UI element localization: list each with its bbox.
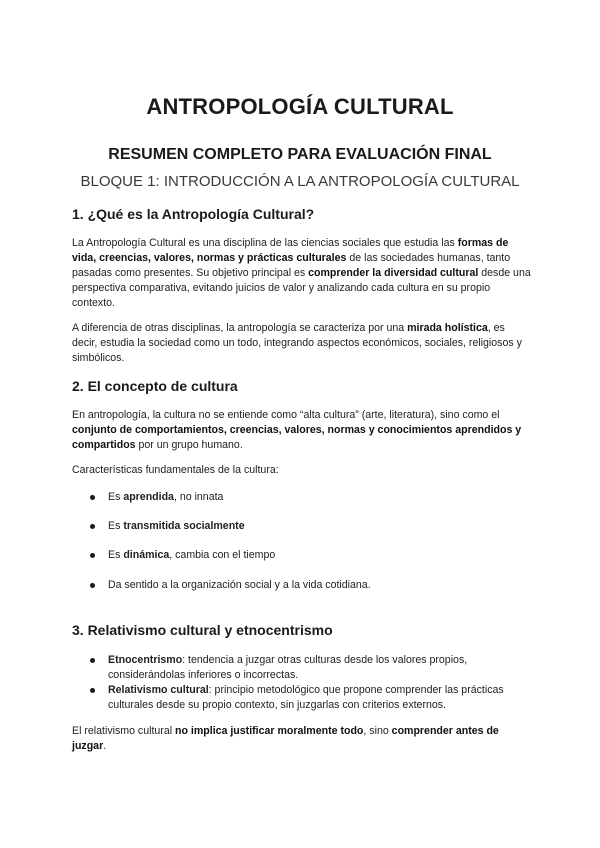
- text-run: , es decir, estudia la sociedad como un todo, integrando aspectos económicos, sociales, religiosos y simbólicos.: [72, 322, 522, 364]
- text-run: .: [103, 740, 107, 752]
- bullet-icon: [90, 495, 95, 500]
- bold-run: formas de vida, creencias, valores, normas y prácticas culturales: [72, 237, 509, 264]
- text-run: de las sociedades humanas, tanto pasadas como presentes. Su objetivo principal es: [72, 252, 511, 279]
- bold-run: no implica justificar moralmente todo: [175, 725, 364, 737]
- section-2-intro: Características fundamentales de la cultura:: [72, 464, 279, 476]
- bullet-icon: [90, 658, 95, 663]
- text-run: por un grupo humano.: [135, 439, 243, 451]
- text-run: La Antropología Cultural es una disciplina de las ciencias sociales que estudia las: [72, 237, 458, 249]
- text-run: , sino: [363, 725, 392, 737]
- text-run: desde una perspectiva comparativa, evitando juicios de valor y analizando cada cultura en su propio contexto.: [72, 267, 531, 309]
- text-run: Es: [108, 549, 124, 561]
- section-1-paragraph-2: [72, 321, 532, 366]
- text-run: Es: [108, 520, 124, 532]
- text-run: Es: [108, 491, 124, 503]
- text-run: En antropología, la cultura no se entiende como “alta cultura” (arte, literatura), sino como el: [72, 409, 500, 421]
- bold-run: Etnocentrismo: [108, 654, 183, 666]
- text-run: , no innata: [173, 491, 224, 503]
- document-subtitle: RESUMEN COMPLETO PARA EVALUACIÓN FINAL: [108, 146, 492, 163]
- block-heading: BLOQUE 1: INTRODUCCIÓN A LA ANTROPOLOGÍA CULTURAL: [80, 173, 520, 190]
- bold-run: Relativismo cultural: [108, 684, 209, 696]
- bullet-icon: [90, 553, 95, 558]
- text-run: A diferencia de otras disciplinas, la antropología se caracteriza por una: [72, 322, 408, 334]
- section-1-heading: 1. ¿Qué es la Antropología Cultural?: [72, 206, 315, 222]
- bold-run: dinámica: [123, 549, 170, 561]
- text-run: : principio metodológico que propone comprender las prácticas culturales desde su propio contexto, sin juzgarlas con criterios externos.: [108, 684, 504, 711]
- bullet-icon: [90, 583, 95, 588]
- list-item: [90, 653, 530, 683]
- list-item: [90, 683, 530, 713]
- text-run: : tendencia a juzgar otras culturas desde los valores propios, considerándolas inferiores o incorrectas.: [108, 654, 468, 681]
- bold-run: comprender la diversidad cultural: [308, 267, 479, 279]
- section-2-heading: 2. El concepto de cultura: [72, 378, 238, 394]
- bold-run: mirada holística: [407, 322, 488, 334]
- bullet-icon: [90, 688, 95, 693]
- document-title: ANTROPOLOGÍA CULTURAL: [146, 94, 454, 119]
- section-3-heading: 3. Relativismo cultural y etnocentrismo: [72, 622, 333, 638]
- text-run: El relativismo cultural: [72, 725, 176, 737]
- bold-run: comprender antes de juzgar: [72, 725, 499, 752]
- section-1-paragraph-1: [72, 236, 532, 311]
- text-run: Da sentido a la organización social y a la vida cotidiana.: [108, 579, 371, 591]
- bold-run: conjunto de comportamientos, creencias, valores, normas y conocimientos aprendidos y compartidos: [72, 424, 522, 451]
- bold-run: transmitida socialmente: [123, 520, 245, 532]
- bullet-icon: [90, 524, 95, 529]
- text-run: , cambia con el tiempo: [169, 549, 276, 561]
- bold-run: aprendida: [123, 491, 174, 503]
- section-2-paragraph-1: [72, 408, 532, 453]
- section-3-closing: [72, 724, 532, 754]
